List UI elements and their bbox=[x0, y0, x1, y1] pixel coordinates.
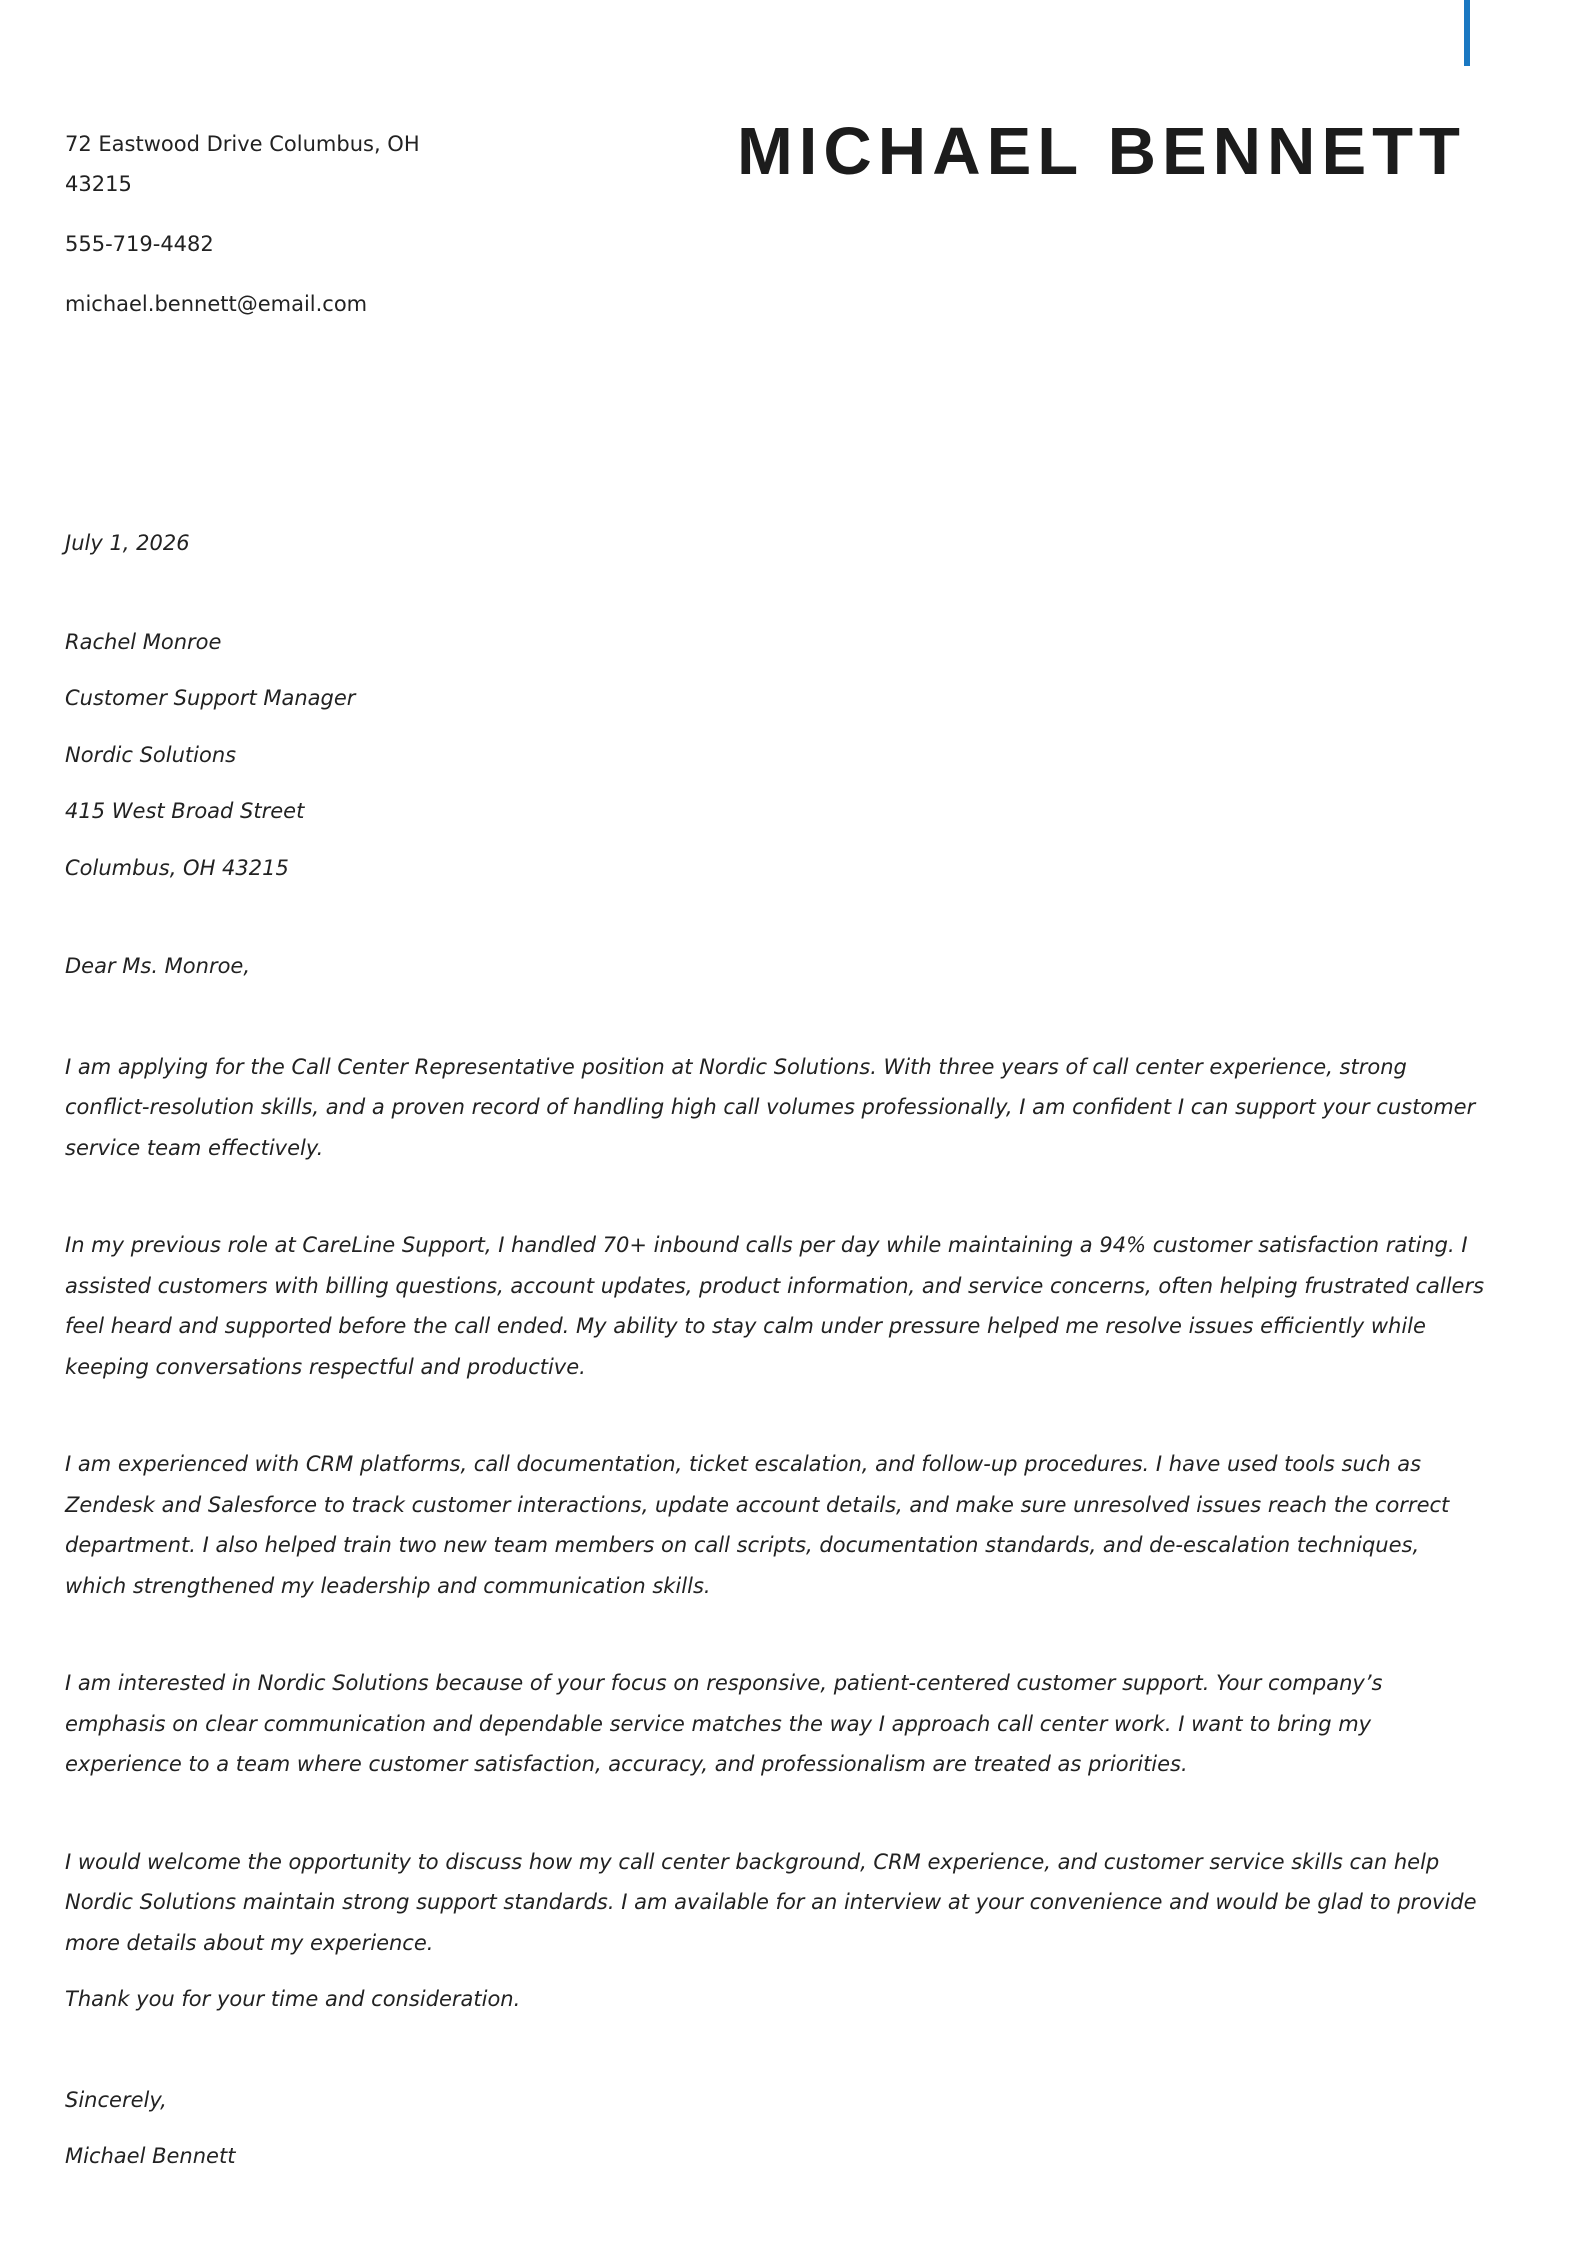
recipient-block bbox=[65, 622, 1485, 889]
closing: Sincerely, bbox=[65, 2087, 167, 2112]
contact-phone: 555-719-4482 bbox=[65, 232, 214, 256]
body-paragraph: I would welcome the opportunity to discuss how my call center background, CRM experience, and customer service skills can help Nordic Solutions maintain strong support standards. I am available for an interview at your convenience and would be glad to provide more details about my experience. bbox=[65, 1849, 1477, 1955]
contact-info bbox=[65, 124, 445, 324]
accent-bar bbox=[1464, 0, 1470, 66]
body-paragraph: I am applying for the Call Center Representative position at Nordic Solutions. With three years of call center experience, strong conflict-resolution skills, and a proven record of handling high call volumes professionally, I am confident I can support your customer service team effectively. bbox=[65, 1054, 1476, 1160]
body-paragraph: In my previous role at CareLine Support, I handled 70+ inbound calls per day while maintaining a 94% customer satisfaction rating. I assisted customers with billing questions, account updates, product information, and service concerns, often helping frustrated callers feel heard and supported before the call ended. My ability to stay calm under pressure helped me resolve issues efficiently while keeping conversations respectful and productive. bbox=[65, 1233, 1485, 1379]
applicant-name: MICHAEL BENNETT bbox=[737, 114, 1466, 189]
letter-body bbox=[65, 523, 1485, 2177]
salutation: Dear Ms. Monroe, bbox=[65, 954, 251, 978]
recipient-company: Nordic Solutions bbox=[65, 742, 237, 767]
body-paragraph: I am experienced with CRM platforms, call documentation, ticket escalation, and follow-up procedures. I have used tools such as Zendesk and Salesforce to track customer interactions, update account details, and make sure unresolved issues reach the correct department. I also helped train two new team members on call scripts, documentation standards, and de-escalation techniques, which strengthened my leadership and communication skills. bbox=[65, 1452, 1450, 1598]
letter-date: July 1, 2026 bbox=[65, 531, 190, 555]
thanks-line: Thank you for your time and consideration. bbox=[65, 1987, 521, 2011]
contact-address: 72 Eastwood Drive Columbus, OH 43215 bbox=[65, 132, 420, 196]
recipient-name: Rachel Monroe bbox=[65, 629, 222, 654]
recipient-city: Columbus, OH 43215 bbox=[65, 855, 289, 880]
body-paragraph: I am interested in Nordic Solutions because of your focus on responsive, patient-centered customer support. Your company’s emphasis on clear communication and dependable service matches the way I approach call center work. I want to bring my experience to a team where customer satisfaction, accuracy, and professionalism are treated as priorities. bbox=[65, 1671, 1383, 1776]
recipient-title: Customer Support Manager bbox=[65, 686, 356, 710]
contact-email: michael.bennett@email.com bbox=[65, 292, 368, 316]
signature-name: Michael Bennett bbox=[65, 2144, 236, 2168]
recipient-street: 415 West Broad Street bbox=[65, 799, 305, 823]
